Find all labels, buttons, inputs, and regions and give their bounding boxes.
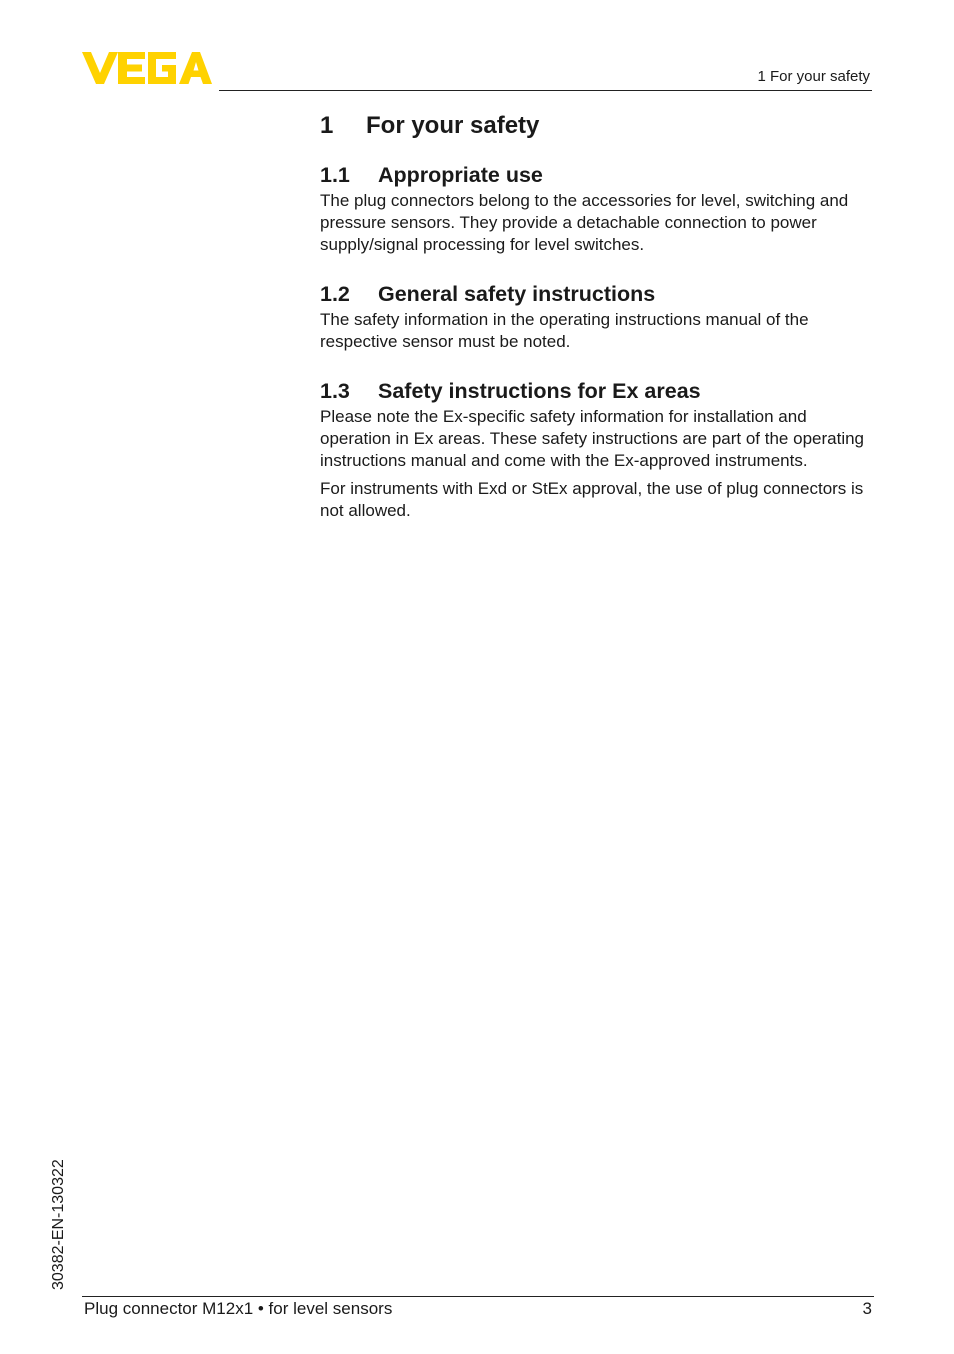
body-paragraph: For instruments with Exd or StEx approval, the use of plug connectors is not allowed. [320, 479, 864, 520]
section-heading [320, 160, 876, 190]
section-number: 1.1 [320, 163, 350, 187]
section-title: General safety instructions [378, 282, 656, 306]
chapter-heading [320, 108, 876, 144]
section-number: 1.3 [320, 379, 350, 403]
header-divider [219, 90, 872, 91]
body-paragraph: Please note the Ex-specific safety information for installation and operation in Ex areas. These safety instructions are part of the operating instructions manual and come with the Ex-approved instruments. [320, 407, 864, 470]
body-paragraph: The safety information in the operating instructions manual of the respective sensor must be noted. [320, 310, 809, 351]
page-number: 3 [862, 1299, 872, 1318]
chapter-number: 1 [320, 112, 334, 139]
chapter-title: For your safety [366, 112, 540, 139]
footer-divider [82, 1296, 874, 1297]
footer-title: Plug connector M12x1 • for level sensors [84, 1299, 393, 1318]
document-id: 30382-EN-130322 [50, 1159, 67, 1290]
section-heading [320, 279, 876, 309]
section-title: Safety instructions for Ex areas [378, 379, 701, 403]
section-ex-areas [320, 376, 876, 522]
vega-logo [82, 52, 212, 84]
section-heading [320, 376, 876, 406]
section-title: Appropriate use [378, 163, 543, 187]
main-content [320, 108, 876, 522]
running-header: 1 For your safety [757, 68, 870, 85]
section-appropriate-use [320, 160, 876, 256]
section-general-safety [320, 279, 876, 353]
body-paragraph: The plug connectors belong to the accessories for level, switching and pressure sensors. They provide a detachable connection to power supply/signal processing for level switches. [320, 191, 849, 254]
section-number: 1.2 [320, 282, 350, 306]
